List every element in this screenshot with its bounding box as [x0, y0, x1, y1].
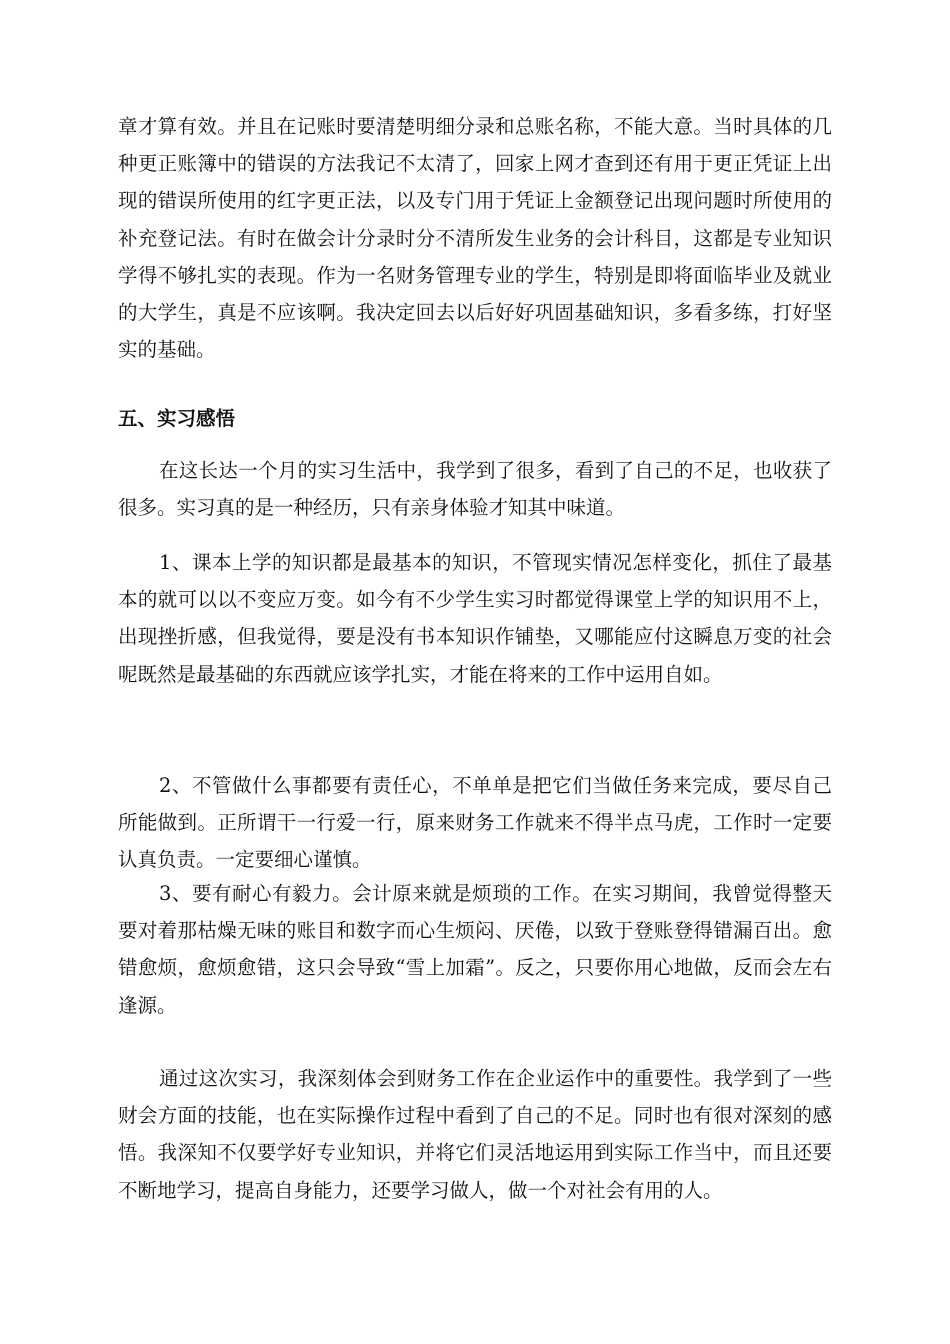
point3-paragraph-block: [118, 875, 832, 1024]
intro-paragraph-block: [118, 452, 832, 526]
point2-paragraph-block: [118, 767, 832, 879]
conclusion-paragraph: 通过这次实习，我深刻体会到财务工作在企业运作中的重要性。我学到了一些财会方面的技能，也在实际操作过程中看到了自己的不足。同时也有很对深刻的感悟。我深知不仅要学好专业知识，并将它们灵活地运用到实际工作当中，而且还要不断地学习，提高自身能力，还要学习做人，做一个对社会有用的人。: [118, 1067, 832, 1202]
section-heading-block: [118, 400, 832, 437]
point1-paragraph-block: [118, 544, 832, 693]
section-heading: 五、实习感悟: [118, 407, 236, 430]
point2-paragraph: 2、不管做什么事都要有责任心，不单单是把它们当做任务来完成，要尽自己所能做到。正所谓干一行爱一行，原来财务工作就来不得半点马虎，工作时一定要认真负责。一定要细心谨慎。: [118, 774, 832, 872]
intro-paragraph: 在这长达一个月的实习生活中，我学到了很多，看到了自己的不足，也收获了很多。实习真的是一种经历，只有亲身体验才知其中味道。: [118, 459, 832, 520]
conclusion-paragraph-block: [118, 1060, 832, 1209]
continuation-paragraph-block: [118, 108, 832, 368]
point1-paragraph: 1、课本上学的知识都是最基本的知识，不管现实情况怎样变化，抓住了最基本的就可以以不变应万变。如今有不少学生实习时都觉得课堂上学的知识用不上，出现挫折感，但我觉得，要是没有书本知识作铺垫，又哪能应付这瞬息万变的社会呢既然是最基础的东西就应该学扎实，才能在将来的工作中运用自如。: [118, 551, 832, 686]
continuation-paragraph: 章才算有效。并且在记账时要清楚明细分录和总账名称，不能大意。当时具体的几种更正账簿中的错误的方法我记不太清了，回家上网才查到还有用于更正凭证上出现的错误所使用的红字更正法，以及专门用于凭证上金额登记出现问题时所使用的补充登记法。有时在做会计分录时分不清所发生业务的会计科目，这都是专业知识学得不够扎实的表现。作为一名财务管理专业的学生，特别是即将面临毕业及就业的大学生，真是不应该啊。我决定回去以后好好巩固基础知识，多看多练，打好坚实的基础。: [118, 115, 832, 362]
point3-paragraph: 3、要有耐心有毅力。会计原来就是烦琐的工作。在实习期间，我曾觉得整天要对着那枯燥无味的账目和数字而心生烦闷、厌倦，以致于登账登得错漏百出。愈错愈烦，愈烦愈错，这只会导致“雪上加霜”。反之，只要你用心地做，反而会左右逢源。: [118, 882, 832, 1017]
